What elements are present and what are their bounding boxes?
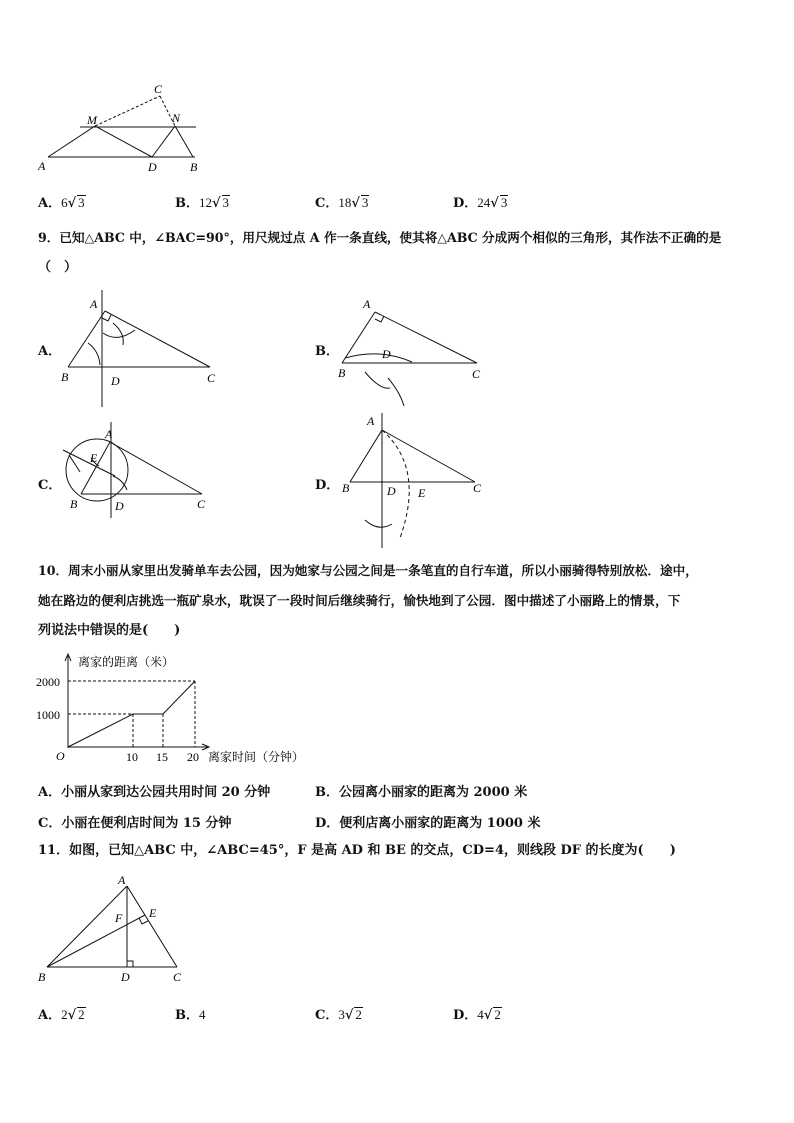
q9a-label-d: D xyxy=(111,374,120,388)
q10-option-c[interactable]: C．小丽在便利店时间为 15 分钟 xyxy=(38,816,232,831)
q9c-label-d: D xyxy=(115,499,124,513)
q9d-label-b: B xyxy=(342,481,350,495)
q9-figure-b xyxy=(330,290,500,415)
q9b-label-a: A xyxy=(363,297,371,311)
q11-option-c[interactable]: C．3√ 2 xyxy=(315,1007,362,1023)
q10-origin-label: O xyxy=(56,749,65,763)
q10-option-d[interactable]: D．便利店离小丽家的距离为 1000 米 xyxy=(315,816,541,831)
q9a-label-c: C xyxy=(207,371,216,385)
q9-option-c-letter[interactable]: C． xyxy=(38,478,62,493)
q9a-label-a: A xyxy=(90,297,98,311)
q9d-label-e: E xyxy=(418,486,426,500)
q9c-label-e: E xyxy=(90,451,98,465)
q8-label-d: D xyxy=(148,160,157,174)
q10-stem-line2: 她在路边的便利店挑选一瓶矿泉水，耽误了一段时间后继续骑行，愉快地到了公园．图中描述了小丽路上的情景，下 xyxy=(38,593,681,608)
q8-option-d[interactable]: D．24√ 3 xyxy=(453,195,508,211)
q9d-label-a: A xyxy=(367,414,375,428)
q9c-label-c: C xyxy=(197,497,206,511)
q9-figure-c xyxy=(55,420,225,530)
q11-label-b: B xyxy=(38,970,46,984)
q10-xtick-15: 15 xyxy=(156,750,168,764)
q11-stem: 11．如图，已知△ABC 中，∠ABC=45°，F 是高 AD 和 BE 的交点，CD=4，则线段 DF 的长度为( ) xyxy=(38,843,676,858)
q10-ytick-2000: 2000 xyxy=(36,675,60,689)
q8-option-a[interactable]: A．6√ 3 xyxy=(38,195,85,211)
q8-option-c[interactable]: C．18√ 3 xyxy=(315,195,369,211)
q10-stem-line3: 列说法中错误的是( ) xyxy=(38,623,181,638)
q9-figure-a xyxy=(55,285,225,415)
q10-y-axis-label: 离家的距离（米） xyxy=(78,655,175,669)
q10-ytick-1000: 1000 xyxy=(36,708,60,722)
q10-option-b[interactable]: B．公园离小丽家的距离为 2000 米 xyxy=(315,785,528,800)
q9c-label-b: B xyxy=(70,497,78,511)
q9-option-d-letter[interactable]: D． xyxy=(315,478,340,493)
q9d-label-d: D xyxy=(387,484,396,498)
q9b-label-b: B xyxy=(338,366,346,380)
q10-option-a[interactable]: A．小丽从家到达公园共用时间 20 分钟 xyxy=(38,785,271,800)
q10-xtick-10: 10 xyxy=(126,750,138,764)
q10-distance-time-graph xyxy=(30,648,330,770)
q8-label-n: N xyxy=(172,111,181,125)
q8-label-c: C xyxy=(154,82,163,96)
q10-stem-line1: 10．周末小丽从家里出发骑单车去公园，因为她家与公园之间是一条笔直的自行车道，所以小丽骑得特别放松．途中， xyxy=(38,563,698,578)
q8-label-m: M xyxy=(87,113,97,127)
q11-label-a: A xyxy=(118,873,126,887)
q8-label-b: B xyxy=(190,160,198,174)
q9-stem-line1: 9．已知△ABC 中，∠BAC=90°，用尺规过点 A 作一条直线，使其将△ABC 分成两个相似的三角形，其作法不正确的是 xyxy=(38,230,722,245)
q10-x-axis-label: 离家时间（分钟） xyxy=(208,750,305,764)
q9b-label-d: D xyxy=(382,347,391,361)
q8-label-a: A xyxy=(38,159,46,173)
q9-option-b-letter[interactable]: B． xyxy=(315,344,339,359)
q11-label-f: F xyxy=(115,911,123,925)
q11-option-b[interactable]: B．4 xyxy=(175,1007,206,1023)
q9b-label-c: C xyxy=(472,367,481,381)
q11-option-d[interactable]: D．4√ 2 xyxy=(453,1007,501,1023)
q10-xtick-20: 20 xyxy=(187,750,199,764)
q8-option-b[interactable]: B．12√ 3 xyxy=(175,195,230,211)
q9-option-a-letter[interactable]: A． xyxy=(38,344,62,359)
q11-figure xyxy=(35,872,195,987)
q11-label-c: C xyxy=(173,970,182,984)
q8-figure xyxy=(30,78,210,178)
q9a-label-b: B xyxy=(61,370,69,384)
q9d-label-c: C xyxy=(473,481,482,495)
q9c-label-a: A xyxy=(105,427,113,441)
q11-option-a[interactable]: A．2√ 2 xyxy=(38,1007,85,1023)
q9-stem-line2: （ ） xyxy=(38,260,78,275)
q11-label-e: E xyxy=(149,906,157,920)
q11-label-d: D xyxy=(121,970,130,984)
q9-figure-d xyxy=(330,408,500,553)
